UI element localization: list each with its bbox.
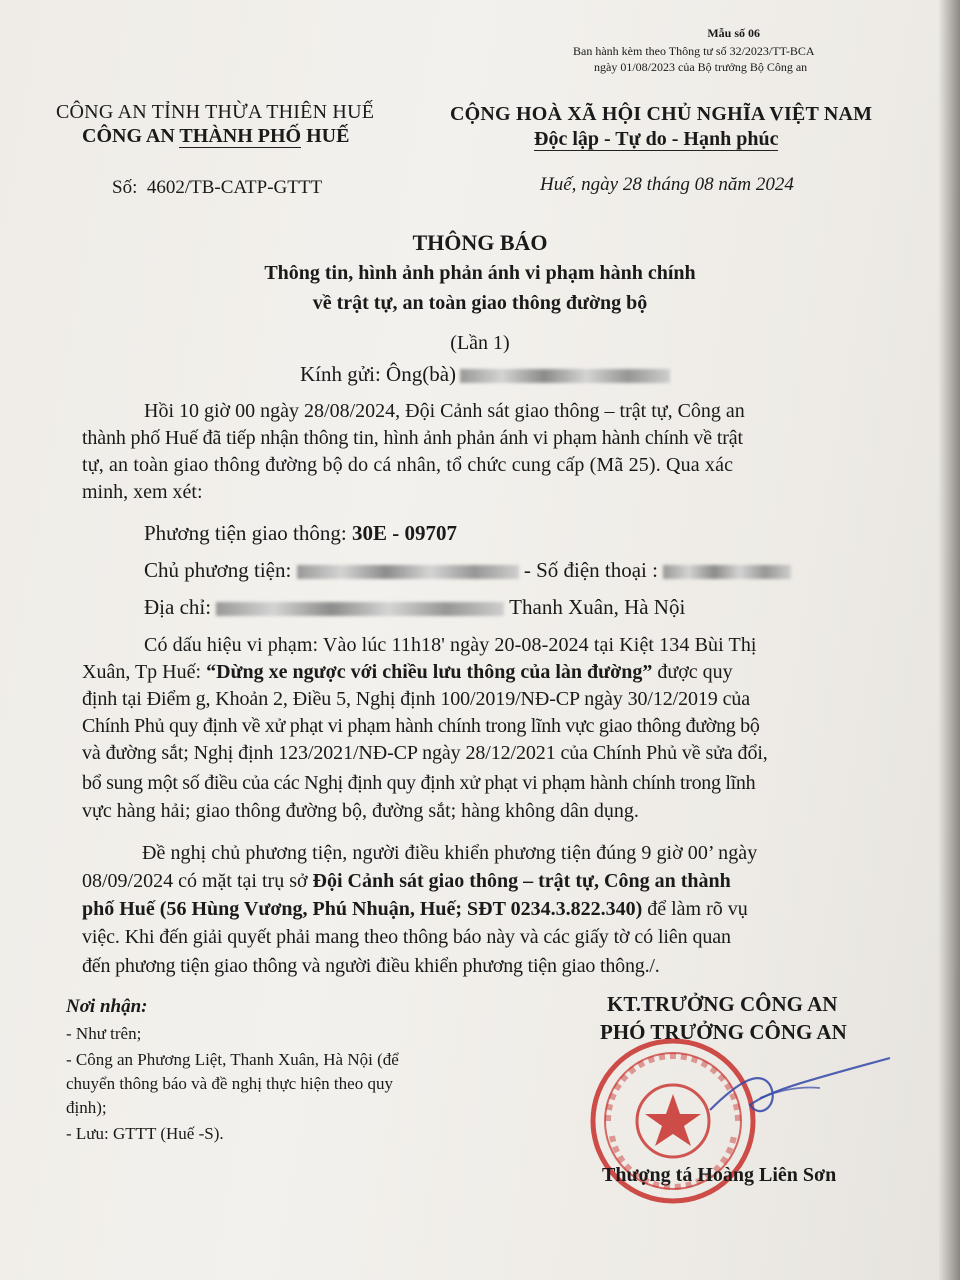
form-issued-line-2: ngày 01/08/2023 của Bộ trưởng Bộ Công an: [594, 60, 808, 74]
violation-line-7: vực hàng hải; giao thông đường bộ, đường sắt; hàng không dân dụng.: [82, 800, 639, 822]
doc-number-label: Số:: [112, 177, 138, 198]
recipients-label: Nơi nhận:: [66, 996, 148, 1017]
violation-line-3: định tại Điểm g, Khoản 2, Điều 5, Nghị định 100/2019/NĐ-CP ngày 30/12/2019 của: [82, 688, 751, 710]
request-address: phố Huế (56 Hùng Vương, Phú Nhuận, Huế; SĐT 0234.3.822.340): [82, 898, 643, 920]
request-line-3-tail: để làm rõ vụ: [642, 898, 748, 920]
body-p1-line-2: thành phố Huế đã tiếp nhận thông tin, hình ảnh phản ánh vi phạm hành chính về trật: [82, 427, 743, 449]
doc-subtitle-2: về trật tự, an toàn giao thông đường bộ: [312, 292, 648, 314]
agency-name: [82, 125, 349, 148]
signature-title-1: KT.TRƯỞNG CÔNG AN: [607, 992, 838, 1016]
vehicle-label: Phương tiện giao thông:: [144, 521, 352, 545]
date-line: Huế, ngày 28 tháng 08 năm 2024: [540, 174, 794, 195]
redacted-owner: [297, 565, 519, 579]
doc-round: (Lần 1): [450, 332, 510, 354]
phone-label: - Số điện thoại :: [518, 558, 664, 582]
redacted-address: [216, 602, 504, 616]
address-label: Địa chỉ:: [144, 595, 217, 619]
form-number: Mẫu số 06: [707, 26, 760, 40]
owner-label: Chủ phương tiện:: [144, 558, 297, 582]
doc-number: [112, 177, 322, 199]
signer-name: Thượng tá Hoàng Liên Sơn: [602, 1164, 837, 1186]
request-line-1: Đề nghị chủ phương tiện, người điều khiển phương tiện đúng 9 giờ 00’ ngày: [142, 842, 758, 864]
request-line-3: [82, 898, 748, 921]
recipient-item: định);: [66, 1098, 107, 1117]
doc-number-value: 4602/TB-CATP-GTTT: [146, 177, 323, 198]
recipient-item: - Như trên;: [66, 1024, 142, 1043]
agency-parent: CÔNG AN TỈNH THỪA THIÊN HUẾ: [56, 101, 375, 123]
violation-line-1: Có dấu hiệu vi phạm: Vào lúc 11h18' ngày 20-08-2024 tại Kiệt 134 Bùi Thị: [144, 634, 757, 656]
body-p1-line-4: minh, xem xét:: [82, 481, 203, 503]
signature-title-2: PHÓ TRƯỞNG CÔNG AN: [600, 1020, 847, 1044]
redacted-name: [460, 369, 670, 383]
doc-subtitle-1: Thông tin, hình ảnh phản ánh vi phạm hành chính: [264, 262, 696, 284]
violation-line-4: Chính Phủ quy định về xử phạt vi phạm hành chính trong lĩnh vực giao thông đường bộ: [82, 715, 760, 737]
violation-act: “Dừng xe ngược với chiều lưu thông của làn đường”: [206, 661, 653, 683]
body-p1-line-1: Hồi 10 giờ 00 ngày 28/08/2024, Đội Cảnh sát giao thông – trật tự, Công an: [144, 400, 745, 422]
recipient-line: [300, 362, 670, 387]
violation-place: Xuân, Tp Huế:: [82, 661, 207, 683]
recipient-item: - Công an Phương Liệt, Thanh Xuân, Hà Nội (để: [66, 1050, 399, 1069]
request-line-2: [82, 870, 731, 893]
nation-title: CỘNG HOÀ XÃ HỘI CHỦ NGHĨA VIỆT NAM: [450, 103, 873, 125]
recipient-item: - Lưu: GTTT (Huế -S).: [66, 1124, 224, 1143]
violation-line-2: [82, 661, 733, 684]
doc-title: THÔNG BÁO: [412, 230, 548, 255]
page-edge-shadow: [938, 0, 960, 1280]
owner-line: [144, 558, 791, 583]
nation-motto: Độc lập - Tự do - Hạnh phúc: [534, 128, 779, 150]
request-line-4: việc. Khi đến giải quyết phải mang theo thông báo này và các giấy tờ có liên quan: [82, 926, 731, 948]
violation-line-2-tail: được quy: [657, 661, 733, 683]
vehicle-plate: 30E - 09707: [351, 521, 457, 545]
handwritten-signature: [700, 1050, 900, 1140]
violation-line-5: và đường sắt; Nghị định 123/2021/NĐ-CP ngày 28/12/2021 của Chính Phủ về sửa đổi,: [82, 742, 768, 764]
request-line-2-pre: 08/09/2024 có mặt tại trụ sở: [82, 870, 313, 892]
vehicle-line: [144, 521, 457, 546]
agency-name-pre: CÔNG AN: [82, 125, 180, 147]
request-line-5: đến phương tiện giao thông và người điều khiển phương tiện giao thông./.: [82, 955, 660, 977]
agency-name-post: HUẾ: [301, 125, 350, 147]
recipient-item: chuyển thông báo và đề nghị thực hiện theo quy: [66, 1074, 393, 1093]
violation-line-6: bổ sung một số điều của các Nghị định quy định xử phạt vi phạm hành chính trong lĩnh: [82, 772, 756, 794]
body-p1-line-3: tự, an toàn giao thông đường bộ do cá nhân, tổ chức cung cấp (Mã 25). Qua xác: [82, 454, 734, 476]
redacted-phone: [663, 565, 791, 579]
recipient-label: Kính gửi: Ông(bà): [300, 362, 457, 386]
form-issued-line-1: Ban hành kèm theo Thông tư số 32/2023/TT-BCA: [573, 44, 815, 58]
address-line: [144, 595, 685, 620]
agency-name-underlined: THÀNH PHỐ: [179, 125, 302, 147]
request-office: Đội Cảnh sát giao thông – trật tự, Công an thành: [312, 870, 731, 892]
address-tail: Thanh Xuân, Hà Nội: [504, 595, 686, 619]
